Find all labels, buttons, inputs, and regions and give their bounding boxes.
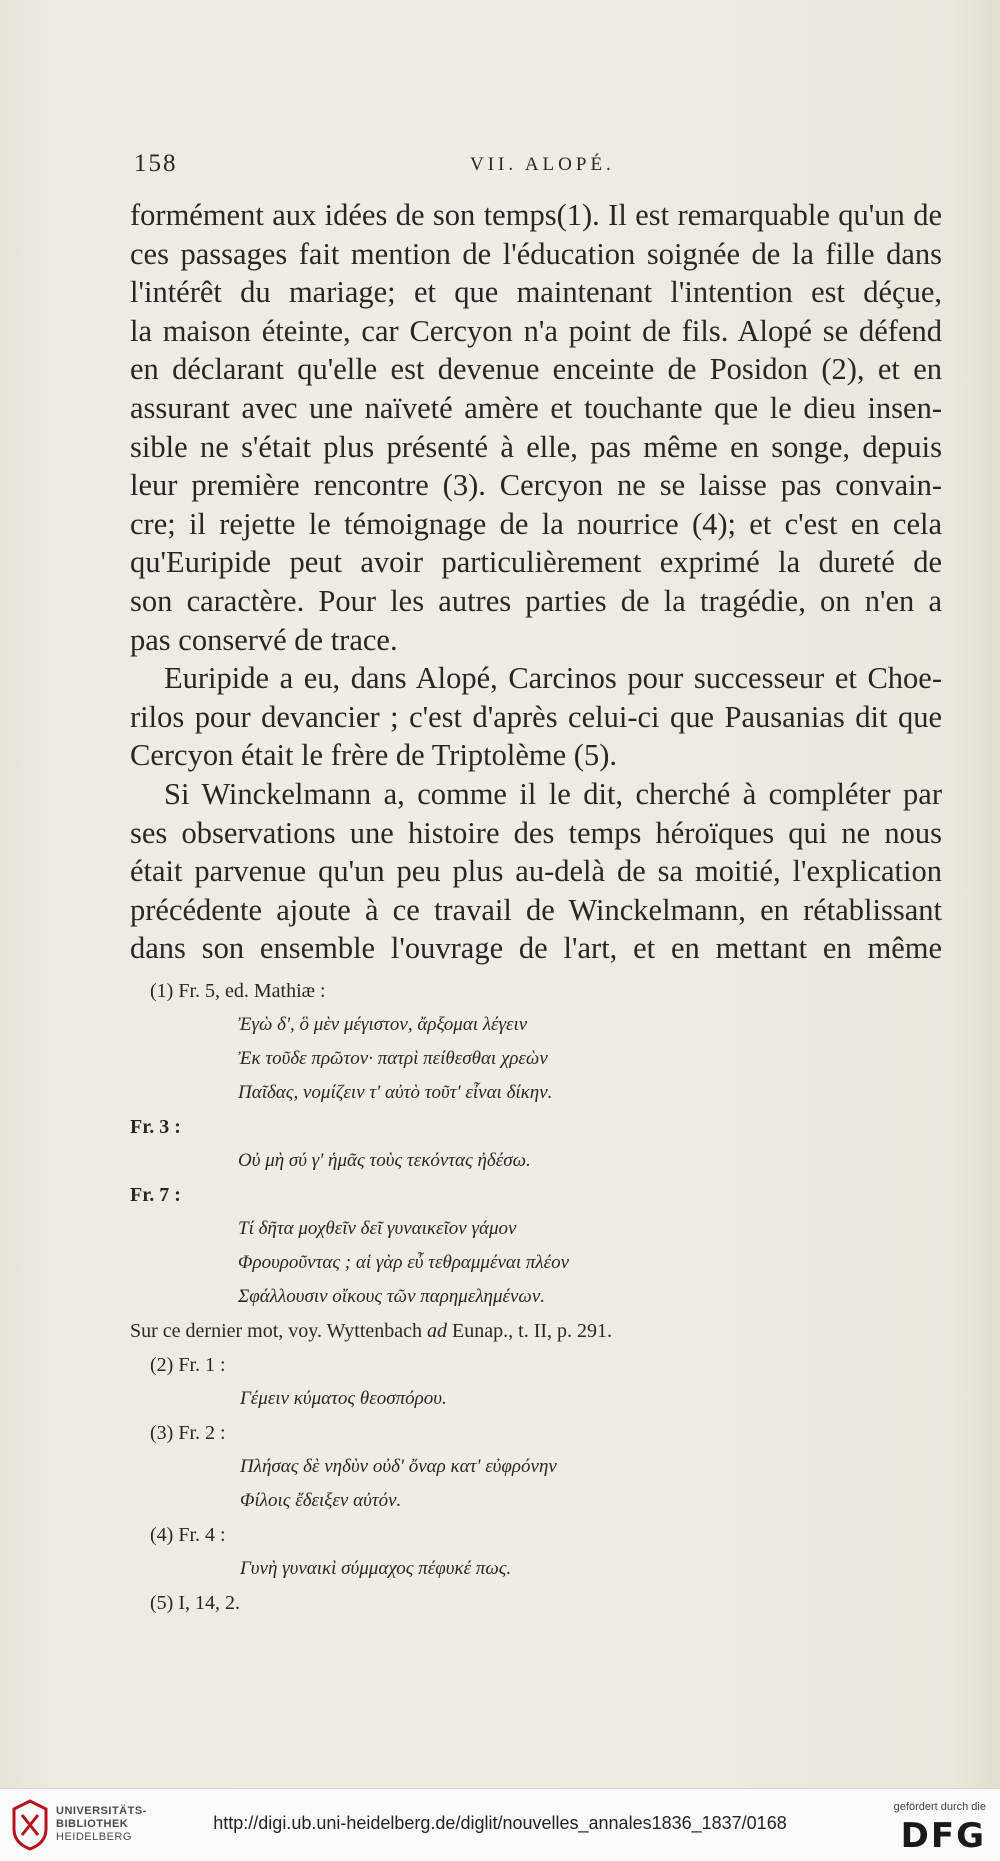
footnotes <box>130 974 942 1620</box>
greek-quote-line: Πλήσας δὲ νηδὺν οὐδ' ὄναρ κατ' εὐφρόνην <box>240 1456 557 1477</box>
text-line: Si Winckelmann a, comme il le dit, cherché à compléter par <box>164 776 942 811</box>
greek-quote-line: Οὐ μὴ σύ γ' ἡμᾶς τοὺς τεκόντας ἠδέσω. <box>238 1150 531 1171</box>
footnote-4-ref: (4) Fr. 4 : <box>150 1524 226 1546</box>
fragment-label: Fr. 3 : <box>130 1116 181 1138</box>
text-line: son caractère. Pour les autres parties de la tragédie, on n'en a <box>130 583 942 618</box>
text-line: cre; il rejette le témoignage de la nourrice (4); et c'est en cela <box>130 506 942 541</box>
footnote-1-ref: (1) Fr. 5, ed. Mathiæ : <box>150 980 326 1002</box>
text-line: qu'Euripide peut avoir particulièrement exprimé la dureté de <box>130 545 942 580</box>
greek-quote-line: Φίλοις ἔδειξεν αὐτόν. <box>240 1490 402 1511</box>
text-line: en déclarant qu'elle est devenue enceinte de Posidon (2), et en <box>130 352 942 387</box>
text-line: était parvenue qu'un peu plus au-delà de sa moitié, l'explication <box>130 854 942 889</box>
text-line: dans son ensemble l'ouvrage de l'art, et en mettant en même <box>130 931 942 966</box>
page-number: 158 <box>134 150 178 177</box>
paragraph-3 <box>130 775 942 968</box>
reference-text: Sur ce dernier mot, voy. Wyttenbach <box>130 1320 428 1342</box>
reference-ad: ad <box>427 1320 448 1342</box>
greek-quote-line: Τί δῆτα μοχθεῖν δεῖ γυναικεῖον γάμον <box>238 1218 517 1239</box>
university-seal-icon <box>10 1799 50 1851</box>
page-header <box>130 150 950 184</box>
sponsor-note: gefördert durch die <box>893 1801 986 1813</box>
text-line: assurant avec une naïveté amère et touchante que le dieu insen- <box>130 390 942 425</box>
greek-quote-line: Παῖδας, νομίζειν τ' αὐτὸ τοῦτ' εἶναι δίκην. <box>238 1082 553 1103</box>
greek-quote-line: Ἐκ τοῦδε πρῶτον· πατρὶ πείθεσθαι χρεὼν <box>238 1048 548 1069</box>
reference-text: Eunap., t. II, p. 291. <box>447 1320 613 1342</box>
wyttenbach-reference <box>130 1314 942 1348</box>
body-text <box>130 196 942 968</box>
footnote-3-ref: (3) Fr. 2 : <box>150 1422 226 1444</box>
greek-quote-line: Γέμειν κύματος θεοσπόρου. <box>240 1388 447 1409</box>
text-line: précédente ajoute à ce travail de Winckelmann, en rétablissant <box>130 892 942 927</box>
text-line: l'intérêt du mariage; et que maintenant l'intention est déçue, <box>130 275 942 310</box>
paragraph-2 <box>130 659 942 775</box>
library-name-line: BIBLIOTHEK <box>56 1818 129 1830</box>
footnote-5-ref: (5) I, 14, 2. <box>150 1592 240 1614</box>
dfg-logo: DFG <box>900 1816 986 1856</box>
library-name-line: HEIDELBERG <box>56 1831 132 1843</box>
greek-quote-line: Φρουροῦντας ; αἱ γὰρ εὖ τεθραμμέναι πλέον <box>238 1252 570 1273</box>
footnote-2-ref: (2) Fr. 1 : <box>150 1354 226 1376</box>
text-line: la maison éteinte, car Cercyon n'a point de fils. Alopé se défend <box>130 313 942 348</box>
fragment-label: Fr. 7 : <box>130 1184 181 1206</box>
text-line: Cercyon était le frère de Triptolème (5). <box>130 738 617 773</box>
viewer-footer <box>0 1788 1000 1861</box>
running-title: VII. ALOPÉ. <box>470 154 615 175</box>
greek-quote-line: Σφάλλουσιν οἴκους τῶν παρημελημένων. <box>238 1286 546 1307</box>
permalink-url[interactable]: http://digi.ub.uni-heidelberg.de/diglit/nouvelles_annales1836_1837/0168 <box>213 1813 787 1833</box>
paragraph-1 <box>130 196 942 659</box>
library-name-line: UNIVERSITÄTS- <box>56 1805 147 1817</box>
text-line: rilos pour devancier ; c'est d'après celui-ci que Pausanias dit que <box>130 699 942 734</box>
text-line: ses observations une histoire des temps héroïques qui ne nous <box>130 815 942 850</box>
library-logo-text <box>56 1805 147 1844</box>
text-line: leur première rencontre (3). Cercyon ne se laisse pas convain- <box>130 468 942 503</box>
text-line: sible ne s'était plus présenté à elle, pas même en songe, depuis <box>130 429 942 464</box>
text-line: pas conservé de trace. <box>130 622 398 657</box>
greek-quote-line: Ἐγὼ δ', ὃ μὲν μέγιστον, ἄρξομαι λέγειν <box>238 1014 528 1035</box>
text-line: ces passages fait mention de l'éducation soignée de la fille dans <box>130 236 942 271</box>
text-line: formément aux idées de son temps(1). Il est remarquable qu'un de <box>130 198 942 232</box>
greek-quote-line: Γυνὴ γυναικὶ σύμμαχος πέφυκέ πως. <box>240 1558 512 1579</box>
text-line: Euripide a eu, dans Alopé, Carcinos pour successeur et Choe- <box>164 661 942 696</box>
